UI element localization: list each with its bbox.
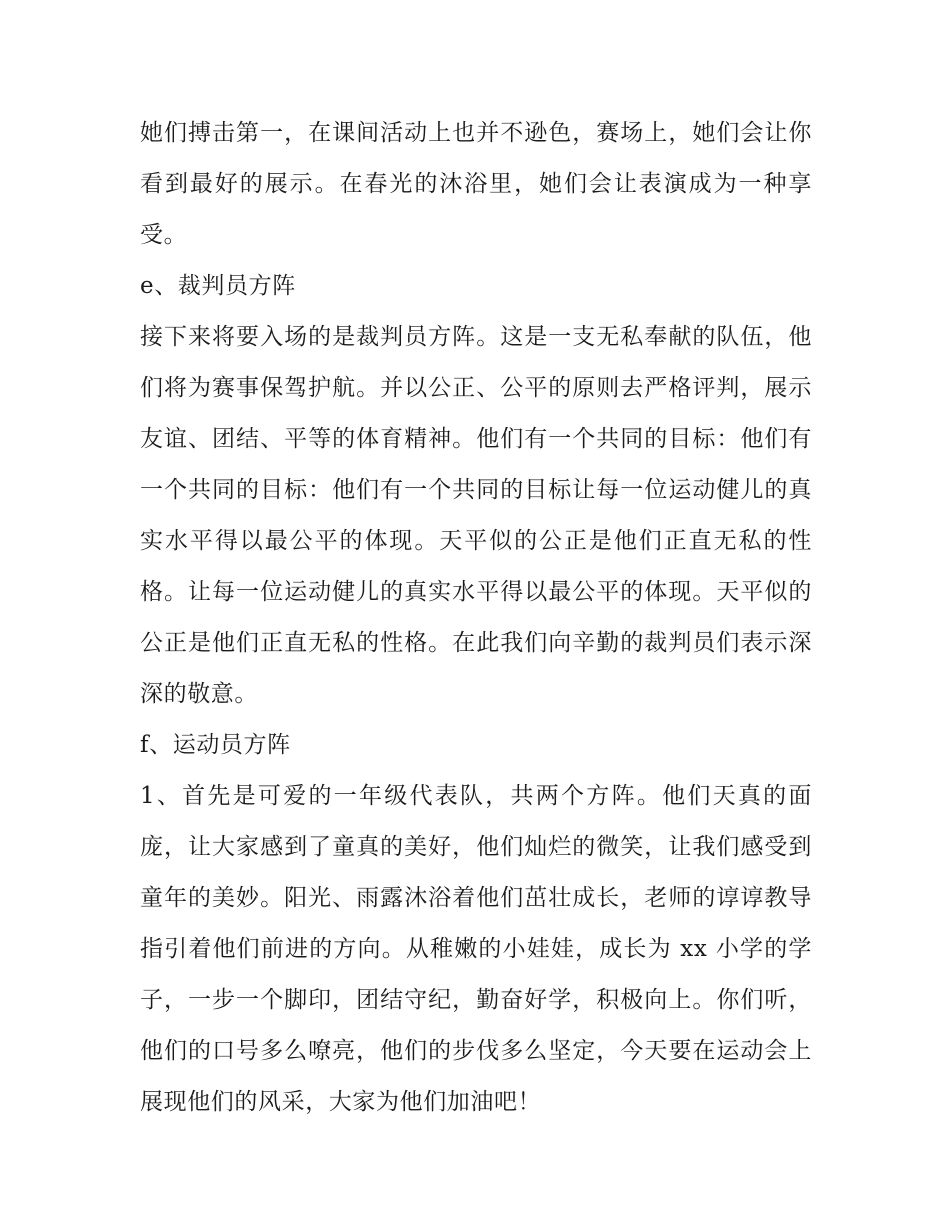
section-heading-athletes: f、运动员方阵 <box>140 732 291 758</box>
paragraph-athletes: 1、首先是可爱的一年级代表队，共两个方阵。他们天真的面庞，让大家感到了童真的美好，他们灿烂的微笑，让我们感受到童年的美妙。阳光、雨露沐浴着他们茁壮成长，老师的谆谆教导指引着他们前进的方向。从稚嫩的小娃娃，成长为 xx 小学的学子，一步一个脚印，团结守纪，勤奋好学，积极向上。你们听，他们的口号多么嘹亮，他们的步伐多么坚定，今天要在运动会上展现他们的风采，大家为他们加油吧！ <box>140 783 812 1115</box>
document-body <box>140 108 812 1128</box>
paragraph-referees: 接下来将要入场的是裁判员方阵。这是一支无私奉献的队伍，他们将为赛事保驾护航。并以公正、公平的原则去严格评判，展示友谊、团结、平等的体育精神。他们有一个共同的目标：他们有一个共同的目标：他们有一个共同的目标让每一位运动健儿的真实水平得以最公平的体现。天平似的公正是他们正直无私的性格。让每一位运动健儿的真实水平得以最公平的体现。天平似的公正是他们正直无私的性格。在此我们向辛勤的裁判员们表示深深的敬意。 <box>140 324 812 707</box>
paragraph-intro: 她们搏击第一，在课间活动上也并不逊色，赛场上，她们会让你看到最好的展示。在春光的沐浴里，她们会让表演成为一种享受。 <box>140 120 812 248</box>
section-heading-referees: e、裁判员方阵 <box>140 273 296 299</box>
